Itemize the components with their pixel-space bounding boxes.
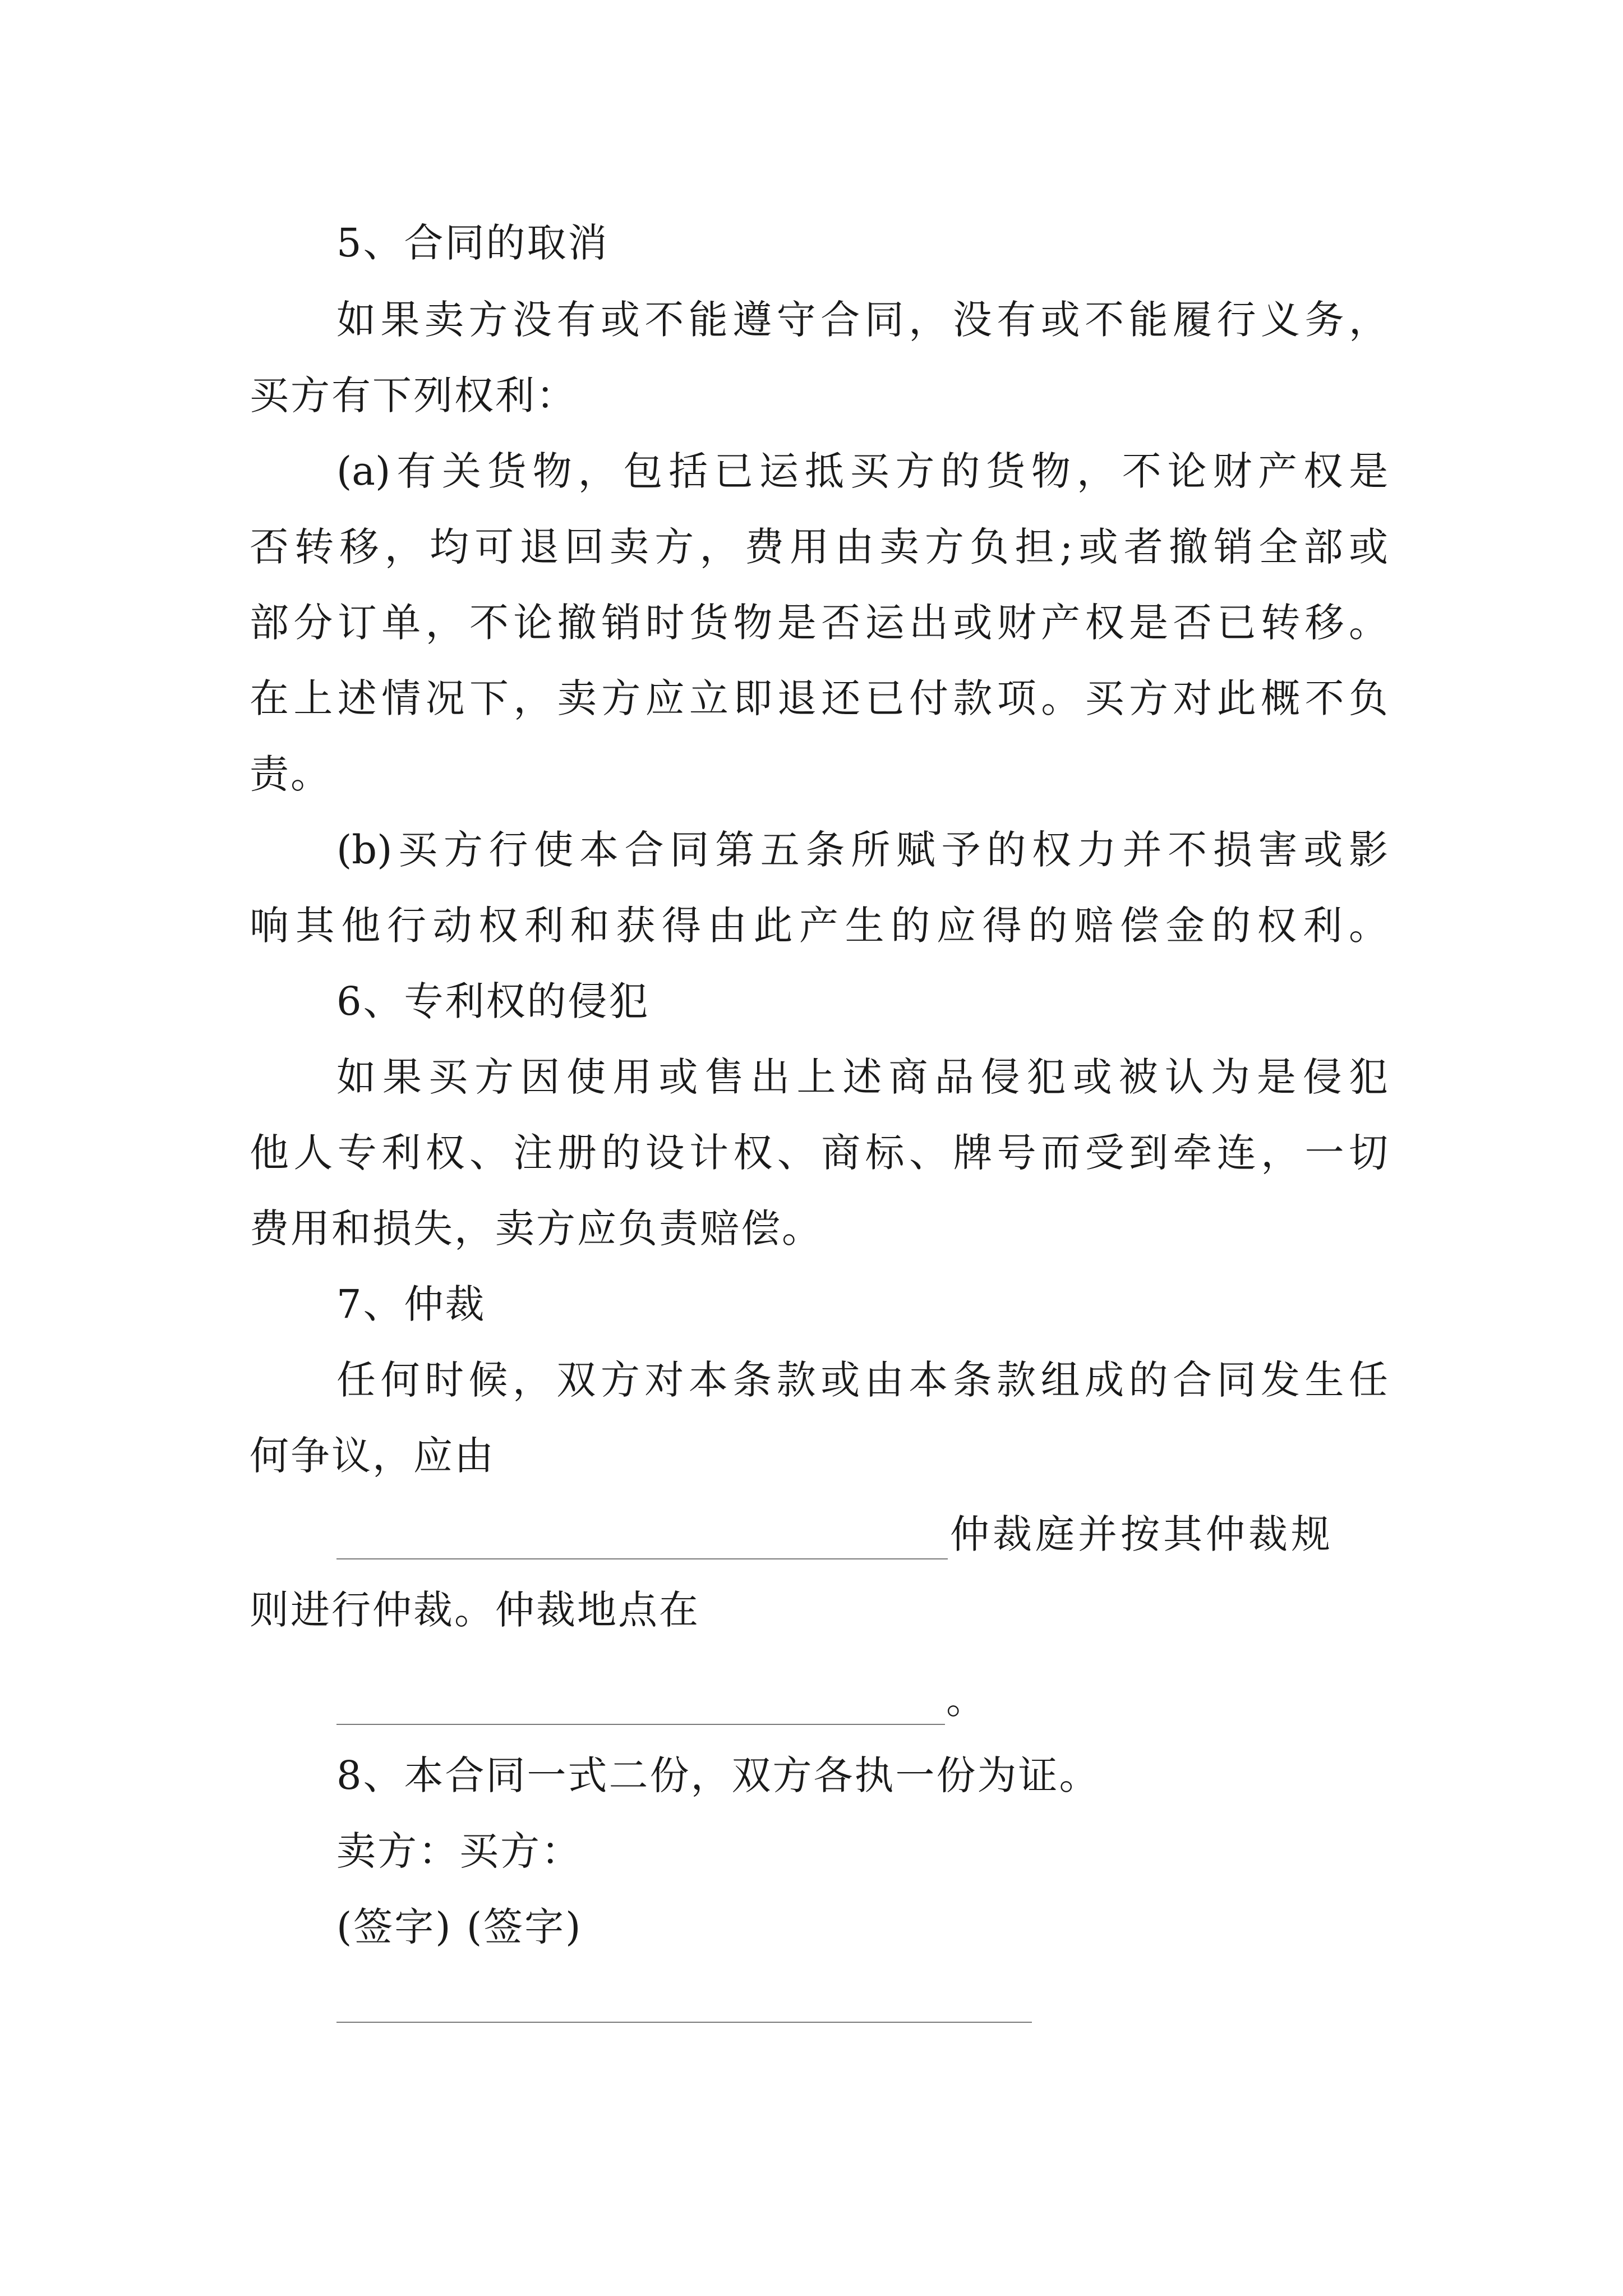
arbitration-tribunal-blank[interactable] [336, 1525, 948, 1559]
section-6-line-1: 如果买方因使用或售出上述商品侵犯或被认为是侵犯 [336, 1054, 1388, 1100]
signature-blank[interactable] [336, 1986, 1032, 2023]
section-6-line-3: 费用和损失，卖方应负责赔偿。 [250, 1205, 823, 1251]
section-7-line-2: 何争议，应由 [250, 1433, 495, 1479]
section-5b-line-1: (b)买方行使本合同第五条所赋予的权力并不损害或影 [336, 827, 1388, 873]
arbitration-place-row [336, 1674, 985, 1725]
arbitration-tribunal-suffix: 仲裁庭并按其仲裁规 [950, 1511, 1334, 1557]
section-5-intro-line-2: 买方有下列权利： [250, 372, 577, 418]
section-5a-line-1: (a)有关货物，包括已运抵买方的货物，不论财产权是 [336, 448, 1388, 494]
section-6-heading: 6、专利权的侵犯 [336, 978, 650, 1024]
section-5a-line-3: 部分订单，不论撤销时货物是否运出或财产权是否已转移。 [250, 600, 1388, 646]
section-7-line-4: 则进行仲裁。仲裁地点在 [250, 1587, 700, 1633]
section-5a-line-5: 责。 [250, 751, 331, 797]
section-6-line-2: 他人专利权、注册的设计权、商标、牌号而受到牵连，一切 [250, 1130, 1388, 1176]
section-5b-line-2: 响其他行动权利和获得由此产生的应得的赔偿金的权利。 [250, 903, 1388, 949]
section-5a-line-4: 在上述情况下，卖方应立即退还已付款项。买方对此概不负 [250, 675, 1388, 721]
arbitration-tribunal-row [336, 1509, 1334, 1559]
section-8-line-1: 8、本合同一式二份，双方各执一份为证。 [336, 1752, 1100, 1798]
section-5-heading: 5、合同的取消 [336, 220, 609, 266]
parties-label: 卖方：买方： [336, 1828, 582, 1874]
arbitration-place-blank[interactable] [336, 1690, 945, 1725]
section-7-heading: 7、仲裁 [336, 1281, 486, 1327]
section-5a-line-2: 否转移，均可退回卖方，费用由卖方负担;或者撤销全部或 [250, 524, 1388, 570]
signature-label: (签字) (签字) [336, 1904, 583, 1950]
section-5-intro-line-1: 如果卖方没有或不能遵守合同，没有或不能履行义务， [336, 297, 1388, 343]
arbitration-place-suffix: 。 [946, 1677, 985, 1723]
section-7-line-1: 任何时候，双方对本条款或由本条款组成的合同发生任 [336, 1357, 1388, 1403]
